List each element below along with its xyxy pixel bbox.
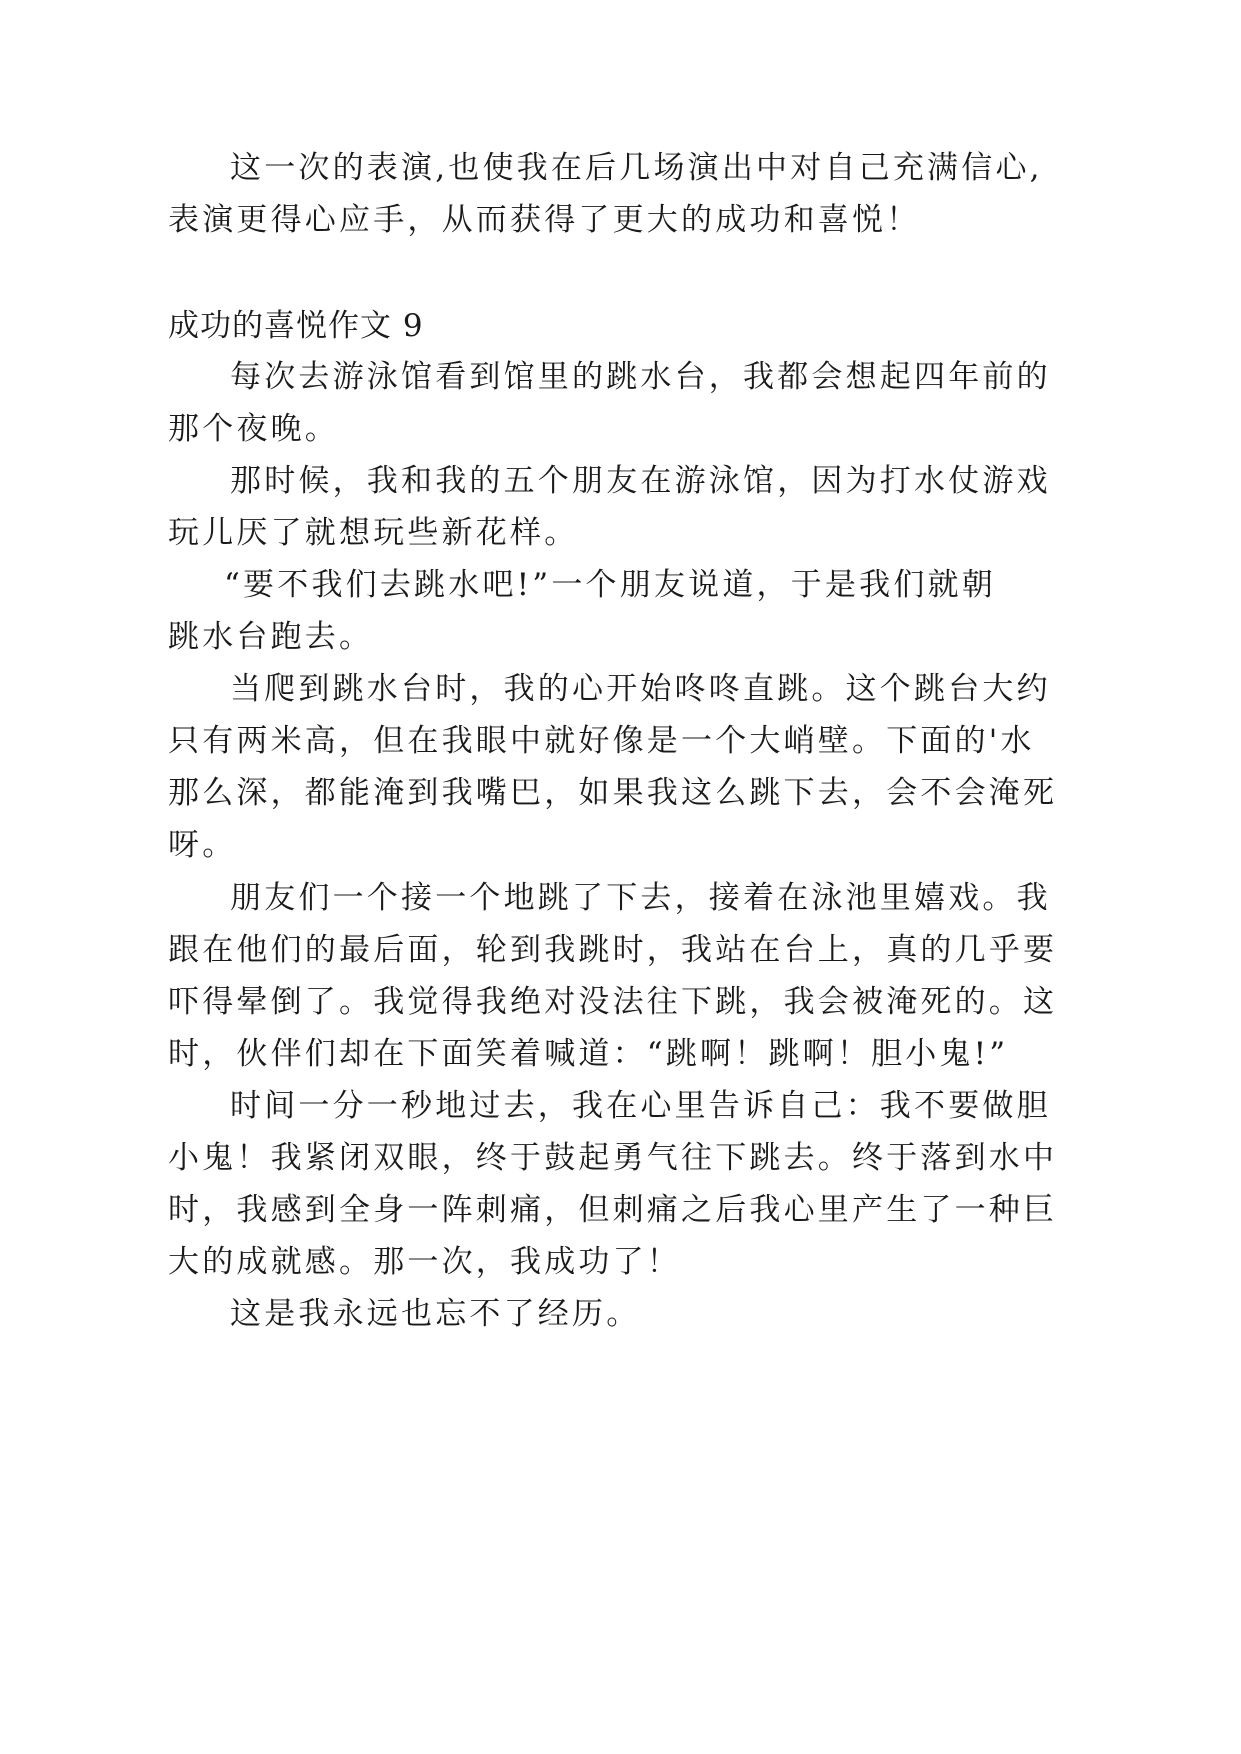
paragraph-line: 每次去游泳馆看到馆里的跳水台，我都会想起四年前的 [230, 359, 1051, 395]
paragraph-line: 小鬼！我紧闭双眼，终于鼓起勇气往下跳去。终于落到水中 [168, 1140, 1058, 1176]
paragraph-line: 表演更得心应手，从而获得了更大的成功和喜悦！ [168, 202, 921, 238]
paragraph-line: 时，伙伴们却在下面笑着喊道：“跳啊！跳啊！胆小鬼!” [168, 1036, 1009, 1072]
paragraph-line: 吓得晕倒了。我觉得我绝对没法往下跳，我会被淹死的。这 [168, 984, 1058, 1020]
paragraph-line: 跟在他们的最后面，轮到我跳时，我站在台上，真的几乎要 [168, 932, 1058, 968]
paragraph-line: 那个夜晚。 [168, 411, 339, 447]
paragraph-line: 时间一分一秒地过去，我在心里告诉自己：我不要做胆 [230, 1088, 1051, 1124]
paragraph-line: 那么深，都能淹到我嘴巴，如果我这么跳下去，会不会淹死 [168, 775, 1058, 811]
paragraph-line: 这是我永远也忘不了经历。 [230, 1296, 641, 1332]
paragraph-line: 跳水台跑去。 [168, 619, 374, 655]
essay-title: 成功的喜悦作文 9 [168, 308, 424, 344]
paragraph-line: 这一次的表演,也使我在后几场演出中对自己充满信心, [230, 150, 1043, 186]
paragraph-line: 呀。 [168, 827, 237, 863]
paragraph-line: 玩儿厌了就想玩些新花样。 [168, 515, 579, 551]
paragraph-line: 当爬到跳水台时，我的心开始咚咚直跳。这个跳台大约 [230, 671, 1051, 707]
paragraph-line: 那时候，我和我的五个朋友在游泳馆，因为打水仗游戏 [230, 463, 1051, 499]
paragraph-line: 只有两米高，但在我眼中就好像是一个大峭壁。下面的'水 [168, 723, 1035, 759]
paragraph-line: 时，我感到全身一阵刺痛，但刺痛之后我心里产生了一种巨 [168, 1192, 1058, 1228]
paragraph-line: “要不我们去跳水吧!”一个朋友说道，于是我们就朝 [224, 567, 996, 603]
paragraph-line: 朋友们一个接一个地跳了下去，接着在泳池里嬉戏。我 [230, 880, 1051, 916]
paragraph-line: 大的成就感。那一次，我成功了！ [168, 1244, 681, 1280]
